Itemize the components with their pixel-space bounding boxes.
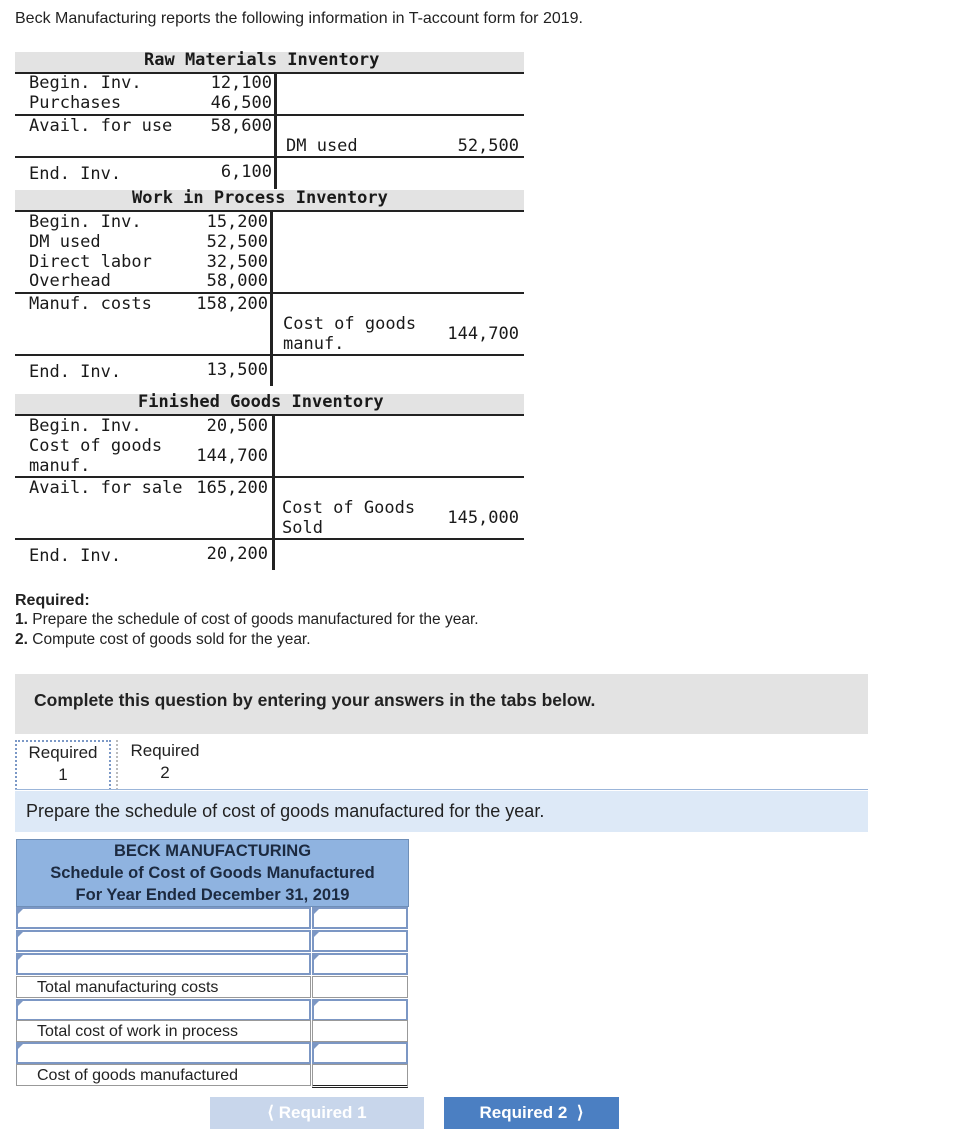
schedule-amount-input[interactable] <box>312 930 408 952</box>
tab-label-line1: Required <box>28 743 98 762</box>
dropdown-corner-icon <box>314 955 319 960</box>
cogm-label: Cost of goods manufactured <box>37 1067 239 1084</box>
t-rule <box>15 156 524 158</box>
rm-avail-label: Avail. for use <box>29 116 173 136</box>
tab-required-2[interactable] <box>116 740 212 790</box>
schedule-row <box>16 953 408 975</box>
schedule-label <box>16 976 311 998</box>
wip-dl-value: 32,500 <box>206 252 268 272</box>
schedule-row <box>16 907 408 929</box>
schedule-row <box>16 1042 408 1064</box>
wip-manuf-value: 158,200 <box>196 294 268 314</box>
schedule-label-input[interactable] <box>16 907 311 929</box>
dropdown-corner-icon <box>18 955 23 960</box>
dropdown-corner-icon <box>314 909 319 914</box>
wip-end-value: 13,500 <box>206 360 268 380</box>
tab-label-line1: Required <box>130 741 200 760</box>
fg-begin-label: Begin. Inv. <box>29 416 142 436</box>
dropdown-corner-icon <box>314 932 319 937</box>
required-item-2-num: 2. <box>15 631 28 648</box>
schedule-row-total-manufacturing <box>16 976 408 998</box>
total-wip-label: Total cost of work in process <box>37 1023 238 1040</box>
required-item-1-text: Prepare the schedule of cost of goods manufactured for the year. <box>32 611 479 628</box>
required-item-1-num: 1. <box>15 611 28 628</box>
fg-cogm-value: 144,700 <box>196 446 268 466</box>
total-manufacturing-label: Total manufacturing costs <box>37 979 219 996</box>
raw-materials-title: Raw Materials Inventory <box>144 50 380 70</box>
wip-begin-label: Begin. Inv. <box>29 212 142 232</box>
banner-text: Complete this question by entering your answers in the tabs below. <box>34 690 596 710</box>
tab-instruction <box>15 791 868 832</box>
rm-end-value: 6,100 <box>220 162 272 182</box>
schedule-row-total-wip <box>16 1020 408 1042</box>
rm-dm-used-label: DM used <box>286 136 358 156</box>
fg-end-label: End. Inv. <box>29 546 122 566</box>
fg-cogs-label-1: Cost of Goods <box>282 498 416 518</box>
dropdown-corner-icon <box>18 909 23 914</box>
schedule-row <box>16 930 408 952</box>
required-item-2-text: Compute cost of goods sold for the year. <box>32 631 311 648</box>
tab-divider <box>15 789 868 790</box>
prev-button-label: Required 1 <box>278 1103 367 1122</box>
fg-header <box>15 394 524 416</box>
wip-oh-label: Overhead <box>29 271 111 291</box>
wip-cogm-value: 144,700 <box>447 324 519 344</box>
schedule-period: For Year Ended December 31, 2019 <box>75 886 350 904</box>
wip-cogm-label-1: Cost of goods <box>283 314 417 334</box>
schedule-label <box>16 1064 311 1086</box>
fg-cogm-label-2: manuf. <box>29 456 91 476</box>
schedule-amount-input[interactable] <box>312 1042 408 1064</box>
dropdown-corner-icon <box>18 932 23 937</box>
prev-required-button[interactable] <box>210 1097 424 1129</box>
rm-begin-label: Begin. Inv. <box>29 73 142 93</box>
wip-end-label: End. Inv. <box>29 362 122 382</box>
t-rule <box>15 538 524 540</box>
wip-header <box>15 190 524 212</box>
required-title: Required: <box>15 592 90 609</box>
rm-avail-value: 58,600 <box>210 116 272 136</box>
dropdown-corner-icon <box>18 1001 23 1006</box>
intro-text: Beck Manufacturing reports the following information in T-account form for 2019. <box>15 10 583 27</box>
dropdown-corner-icon <box>314 1001 319 1006</box>
fg-avail-label: Avail. for sale <box>29 478 183 498</box>
schedule-company: BECK MANUFACTURING <box>113 842 312 860</box>
schedule-label-input[interactable] <box>16 1042 311 1064</box>
fg-cogs-value: 145,000 <box>447 508 519 528</box>
rm-purchases-value: 46,500 <box>210 93 272 113</box>
schedule-amount-input[interactable] <box>312 999 408 1021</box>
wip-title: Work in Process Inventory <box>132 188 388 208</box>
wip-cogm-label-2: manuf. <box>283 334 345 354</box>
rm-purchases-label: Purchases <box>29 93 122 113</box>
total-wip-amount[interactable] <box>312 1020 408 1042</box>
wip-dl-label: Direct labor <box>29 252 152 272</box>
instructions-banner <box>15 674 868 734</box>
wip-oh-value: 58,000 <box>206 271 268 291</box>
required-item-2 <box>15 631 311 649</box>
wip-manuf-label: Manuf. costs <box>29 294 152 314</box>
schedule-amount-input[interactable] <box>312 907 408 929</box>
tab-required-1[interactable] <box>15 740 111 794</box>
chevron-right-icon: ⟩ <box>572 1103 584 1122</box>
wip-dm-value: 52,500 <box>206 232 268 252</box>
fg-begin-value: 20,500 <box>206 416 268 436</box>
rm-end-label: End. Inv. <box>29 164 122 184</box>
rm-begin-value: 12,100 <box>210 73 272 93</box>
chevron-left-icon: ⟨ <box>267 1103 275 1122</box>
tab-label-line2: 1 <box>58 765 68 784</box>
cogm-amount[interactable] <box>312 1064 408 1088</box>
t-divider <box>270 210 273 386</box>
fg-cogs-label-2: Sold <box>282 518 323 538</box>
schedule-label-input[interactable] <box>16 930 311 952</box>
dropdown-corner-icon <box>314 1044 319 1049</box>
tab-label-line2: 2 <box>160 763 170 782</box>
schedule-header <box>16 839 409 907</box>
fg-avail-value: 165,200 <box>196 478 268 498</box>
wip-begin-value: 15,200 <box>206 212 268 232</box>
wip-dm-label: DM used <box>29 232 101 252</box>
tab-instruction-text: Prepare the schedule of cost of goods manufactured for the year. <box>26 801 545 821</box>
raw-materials-header <box>15 52 524 74</box>
schedule-label-input[interactable] <box>16 999 311 1021</box>
t-rule <box>15 354 524 356</box>
required-item-1 <box>15 611 479 629</box>
schedule-label-input[interactable] <box>16 953 311 975</box>
schedule-row <box>16 999 408 1021</box>
fg-title: Finished Goods Inventory <box>138 392 384 412</box>
schedule-amount-input[interactable] <box>312 953 408 975</box>
fg-end-value: 20,200 <box>206 544 268 564</box>
t-divider <box>274 72 277 189</box>
next-required-button[interactable] <box>444 1097 619 1129</box>
schedule-row-cogm <box>16 1064 408 1086</box>
next-button-label: Required 2 <box>479 1103 568 1122</box>
rm-dm-used-value: 52,500 <box>457 136 519 156</box>
schedule-label <box>16 1020 311 1042</box>
dropdown-corner-icon <box>18 1044 23 1049</box>
schedule-title: Schedule of Cost of Goods Manufactured <box>50 864 375 882</box>
t-divider <box>272 414 275 570</box>
fg-cogm-label-1: Cost of goods <box>29 436 163 456</box>
total-manufacturing-amount[interactable] <box>312 976 408 998</box>
